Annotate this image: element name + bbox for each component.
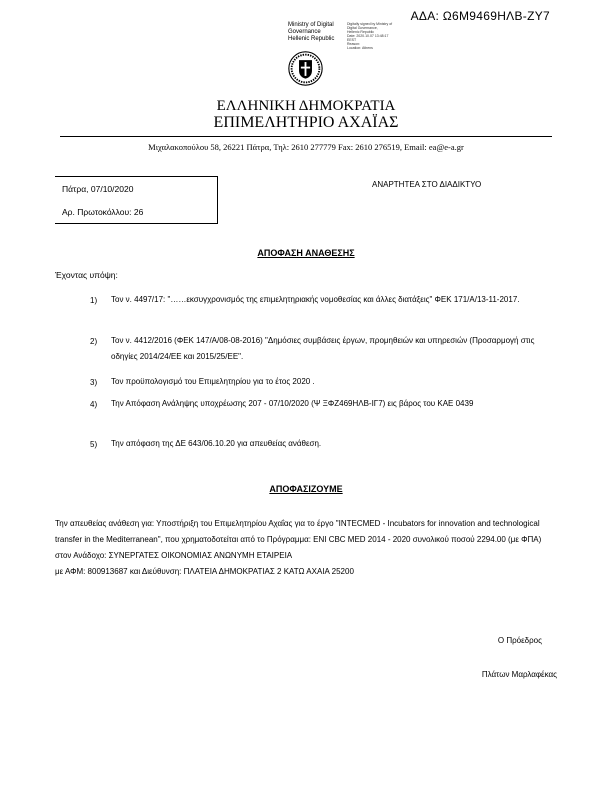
list-item: Την Απόφαση Ανάληψης υποχρέωσης 207 - 07/10/2020 (Ψ ΞΦΖ469ΗΛΒ-ΙΓ7) εις βάρος του ΚΑΕ 0439 <box>111 399 474 408</box>
decision-title: ΑΠΟΦΑΣΗ ΑΝΑΘΕΣΗΣ <box>257 248 355 258</box>
list-item: Τον ν. 4497/17: "……εκσυγχρονισμός της επιμελητηριακής νομοθεσίας και άλλες διατάξεις" ΦΕΚ 171/Α/13-11-2017. <box>111 295 520 304</box>
signature-meta-line: Reason: <box>347 42 361 46</box>
header-divider <box>60 136 552 137</box>
signature-line: Governance <box>288 29 321 35</box>
signature-line: Hellenic Republic <box>288 36 335 42</box>
list-item-number: 2) <box>90 337 98 346</box>
contractor-line: στον Ανάδοχο: ΣΥΝΕΡΓΑΤΕΣ ΟΙΚΟΝΟΜΙΑΣ ΑΝΩΝΥΜΗ ΕΤΑΙΡΕΙΑ <box>55 551 293 560</box>
tax-address-line: με ΑΦΜ: 800913687 και Διεύθυνση: ΠΛΑΤΕΙΑ ΔΗΜΟΚΡΑΤΙΑΣ 2 ΚΑΤΩ ΑΧΑΙΑ 25200 <box>55 567 354 576</box>
decision-body <box>55 516 560 580</box>
signature-meta-line: Location: Athens <box>347 46 373 50</box>
list-item-number: 1) <box>90 296 98 305</box>
publication-note: ΑΝΑΡΤΗΤΕΑ ΣΤΟ ΔΙΑΔΙΚΤΥΟ <box>372 180 482 189</box>
coat-of-arms-icon <box>287 50 324 87</box>
digital-signature-meta <box>347 22 407 50</box>
protocol-number: Αρ. Πρωτοκόλλου: 26 <box>62 207 144 217</box>
place-date: Πάτρα, 07/10/2020 <box>62 184 134 194</box>
list-item: Την απόφαση της ΔΕ 643/06.10.20 για απευθείας ανάθεση. <box>111 439 322 448</box>
decision-paragraph: Την απευθείας ανάθεση για: Υποστήριξη του Επιμελητηρίου Αχαΐας για το έργο "INTECMED - Incubators for innovation and technological transfer in the Mediterranean", που χρηματοδοτείται από το Πρόγραμμα: ENI CBC MED 2014 - 2020 συνολικού ποσού 2294.00 (με ΦΠΑ) <box>55 519 542 544</box>
ada-code: ΑΔΑ: Ω6Μ9469ΗΛΒ-ΖΥ7 <box>410 9 550 23</box>
header-republic: ΕΛΛΗΝΙΚΗ ΔΗΜΟΚΡΑΤΙΑ <box>216 98 396 114</box>
signature-line: Ministry of Digital <box>288 22 334 28</box>
signature-meta-line: Hellenic Republic <box>347 30 375 34</box>
list-item: Τον ν. 4412/2016 (ΦΕΚ 147/Α/08-08-2016) "Δημόσιες συμβάσεις έργων, προμηθειών και υπηρεσιών (Προσαρμογή στις οδηγίες 2014/24/ΕΕ και 2015/25/ΕΕ". <box>111 336 535 361</box>
list-item-number: 5) <box>90 440 98 449</box>
digital-signature-label <box>288 22 334 43</box>
signatory-name: Πλάτων Μαρλαφέκας <box>481 670 557 679</box>
intro-text: Έχοντας υπόψη: <box>55 270 118 280</box>
header-chamber: ΕΠΙΜΕΛΗΤΗΡΙΟ ΑΧΑΪΑΣ <box>213 114 399 131</box>
list-item: Τον προϋπολογισμό του Επιμελητηρίου για το έτος 2020 . <box>111 377 315 386</box>
decide-title: ΑΠΟΦΑΣΙΖΟΥΜΕ <box>269 484 343 494</box>
signatory-role: Ο Πρόεδρος <box>497 636 542 645</box>
signature-meta-line: EEST <box>347 38 357 42</box>
signature-meta-line: Date: 2020.10.07 13:48:17 <box>347 34 389 38</box>
signature-meta-line: Digital Governance, <box>347 26 378 30</box>
header-address: Μιχαλακοπούλου 58, 26221 Πάτρα, Τηλ: 2610 277779 Fax: 2610 276519, Email: ea@e-a.gr <box>148 142 464 152</box>
list-item-number: 3) <box>90 378 98 387</box>
list-item-number: 4) <box>90 400 98 409</box>
signature-meta-line: Digitally signed by Ministry of <box>347 22 393 26</box>
